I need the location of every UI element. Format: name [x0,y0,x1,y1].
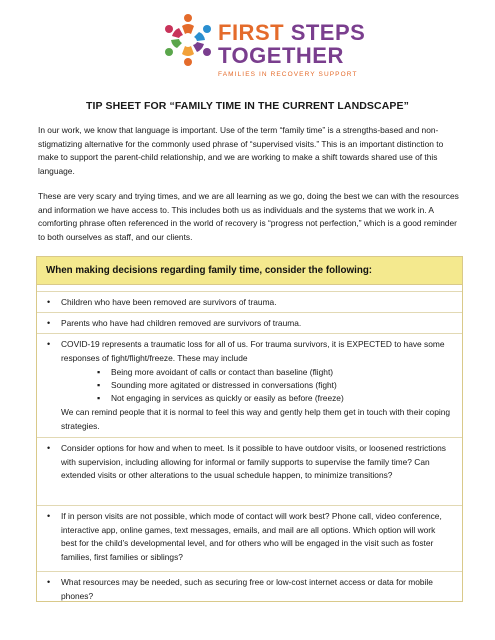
bullet-icon: • [47,318,51,328]
list-item: • Consider options for how and when to meet. Is it possible to have outdoor visits, or loosened restrictions with supervision, including allowing for informal or family supports to supervise the family time? Can extended visits or other alterations to the usual schedule happen, to minimize transitions? [37,437,462,504]
list-item: • COVID-19 represents a traumatic loss for all of us. For trauma survivors, it is EXPECTED to have some responses of fight/flight/freeze. These may include ▪ Being more avoidant of calls or contact than baseline (flight) ▪ Sounding more agitated or distressed in conversations (fight) ▪ Not engaging in services as quickly or easily as before (freeze) We can remind people that it is normal to feel this way and gently help them get in touch with their coping strategies. [37,333,462,436]
logo-title-line2: TOGETHER [218,43,344,68]
bullet-icon: • [47,297,51,307]
considerations-heading: When making decisions regarding family time, consider the following: [37,257,462,285]
bullet-icon: • [47,339,51,349]
list-item: • What resources may be needed, such as securing free or low-cost internet access or data for mobile phones? [37,571,462,602]
organization-logo [160,12,366,86]
list-item: • If in person visits are not possible, which mode of contact will work best? Phone call, video conference, interactive app, online games, text messages, emails, and mail are all options. Which option will work best for the child’s developmental level, and for others who will be engaged in the visit such as foster families, first families or siblings? [37,505,462,570]
logo-tagline: FAMILIES IN RECOVERY SUPPORT [218,71,358,78]
considerations-box [36,256,463,602]
page-title: TIP SHEET FOR “FAMILY TIME IN THE CURRENT LANDSCAPE” [86,100,409,112]
list-item: • Parents who have had children removed are survivors of trauma. [37,312,462,331]
sub-bullet-icon: ▪ [97,367,101,377]
bullet-icon: • [47,443,51,453]
sub-list-item: Being more avoidant of calls or contact than baseline (flight) [111,367,334,377]
list-item: • Children who have been removed are survivors of trauma. [37,291,462,310]
sub-list-item: Sounding more agitated or distressed in conversations (fight) [111,380,337,390]
logo-title-line1: FIRST STEPS [218,20,366,45]
covid-followup-text: We can remind people that it is normal to feel this way and gently help them get in touch with their coping strategies. [61,407,451,431]
sub-bullet-icon: ▪ [97,380,101,390]
bullet-icon: • [47,511,51,521]
people-circle-logo-icon [160,12,216,68]
sub-bullet-icon: ▪ [97,393,101,403]
bullet-icon: • [47,577,51,587]
context-paragraph: These are very scary and trying times, and we are all learning as we go, doing the best we can with the resources and information we have access to. This includes both us as individuals and the systems that we work in. A comforting phrase often referenced in the world of recovery is “progress not perfection,” which is a good reminder to both ourselves as staff, and our clients. [38,191,459,242]
intro-paragraph: In our work, we know that language is important. Use of the term “family time” is a strengths-based and non-stigmatizing alternative for the commonly used phrase of “supervised visits.” This is an important distinction to make to support the parent-child relationship, and we are working to make a shift towards shared use of this language. [38,125,444,176]
sub-list-item: Not engaging in services as quickly or easily as before (freeze) [111,393,344,403]
